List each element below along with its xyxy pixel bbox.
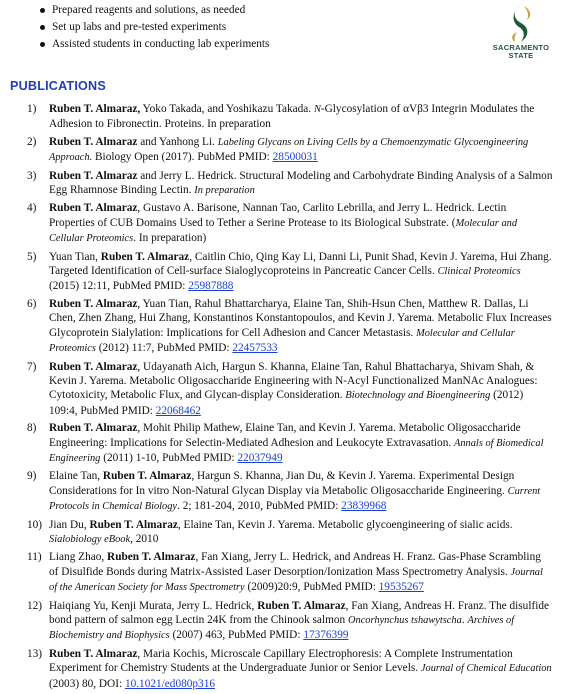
citation-text: Yuan Tian, (49, 250, 101, 263)
italic-text: Biotechnology and Bioengineering (345, 390, 491, 402)
author-highlight: Ruben T. Almaraz (49, 202, 138, 215)
duties-bullet-list (40, 2, 269, 53)
italic-text: Sialobiology eBook (49, 533, 131, 545)
citation-text: Elaine Tan, (49, 470, 103, 483)
publication-number: 2) (27, 135, 37, 148)
author-highlight: Ruben T. Almaraz (107, 551, 196, 564)
citation-text: , Hargun S. Khanna, Jian Du, & Kevin J. Yarema. Experimental Design Considerations for In vitro Non-Natural Glycan Display via Metabolic Oligosaccharide Engineering. (49, 470, 515, 497)
pubmed-link[interactable]: 28500031 (272, 151, 318, 164)
publication-item (0, 169, 561, 199)
citation-text: Jian Du, (49, 518, 90, 531)
hornet-logo-icon (503, 2, 539, 44)
bullet-icon (40, 42, 45, 47)
publication-item (0, 135, 561, 166)
publication-number: 10) (27, 518, 43, 531)
pubmed-link[interactable]: 25987888 (188, 280, 234, 293)
italic-text: Journal of Chemical Education (420, 663, 552, 675)
bullet-item (40, 36, 269, 53)
citation-text: (2012) 109:4, PubMed PMID: (49, 389, 524, 417)
author-highlight: Ruben T. Almaraz, (49, 103, 141, 115)
author-highlight: Ruben T. Almaraz (49, 647, 138, 660)
citation-text: and Jerry L. Hedrick. Structural Modeling and Carbohydrate Binding Analysis of a Salmon Egg Rhamnose Binding Lectin. (49, 169, 553, 197)
author-highlight: Ruben T. Almaraz (49, 422, 138, 435)
citation-text: , Udayanath Aich, Hargun S. Khanna, Elaine Tan, Rahul Bhattacharya, Shivam Shah, & Kevin J. Yarema. Metabolic Oligosaccharide Engineering with N-Acyl Functionalized ManNAc Analogues: Cytotoxicity, Metabolic Flux, and Glycan-display Consideration. (49, 360, 538, 402)
citation-text: . In preparation) (133, 232, 207, 245)
logo-wordmark-line1: SACRAMENTO (492, 43, 550, 52)
publication-number: 6) (27, 297, 37, 310)
publication-item (0, 469, 561, 514)
publication-item (0, 550, 561, 595)
citation-text: , Fan Xiang, Jerry L. Hedrick, and Andreas H. Franz. Gas-Phase Scrambling of Disulfide Bonds during Matrix-Assisted Laser Desorption/Ionization Mass Spectrometry Analysis. (49, 551, 541, 578)
publication-number: 4) (27, 202, 37, 215)
pubmed-link[interactable]: 23839968 (341, 500, 387, 513)
publication-item (0, 201, 561, 246)
publication-item (0, 647, 561, 691)
publication-item (0, 599, 561, 644)
publication-item (0, 250, 561, 294)
pubmed-link[interactable]: 19535267 (378, 581, 424, 594)
author-highlight: Ruben T. Almaraz (49, 360, 138, 373)
citation-text: and Yanhong Li. (137, 135, 218, 148)
citation-text: Biology Open (2017). PubMed PMID: (92, 151, 273, 164)
italic-text: Molecular and Cellular Proteomics (49, 217, 518, 245)
citation-text: (2015) 12:11, PubMed PMID: (49, 280, 189, 293)
publication-number: 8) (27, 422, 37, 435)
citation-text: , Yuan Tian, Rahul Bhattarcharya, Elaine Tan, Shih-Hsun Chen, Matthew R. Dallas, Li Chen, Zhen Zhang, Hui Zhang, Konstantinos Konstantopoulos, and Kevin J. Yarema. Metabolic Flux Increases Glycoprotein Sialylation: Implications for Cell Adhesion and Cancer Metastasis. (49, 297, 552, 339)
publication-item (0, 421, 561, 466)
publication-item (0, 297, 561, 357)
author-highlight: Ruben T. Almaraz (257, 599, 346, 612)
bullet-item (40, 19, 269, 36)
logo-wordmark-line2: STATE (508, 51, 534, 60)
citation-text: , Gustavo A. Barisone, Nannan Tao, Carlito Lebrilla, and Jerry L. Hedrick. Lectin Properties of CUB Domains Used to Tether a Serine Protease to its Biological Substrate. ( (49, 202, 507, 229)
citation-text: (2003) 80, DOI: (49, 677, 125, 690)
publication-number: 13) (27, 647, 43, 660)
author-highlight: Ruben T. Almaraz (102, 470, 192, 483)
pubmed-link[interactable]: 22068462 (155, 404, 201, 417)
citation-text: , Maria Kochis, Microscale Capillary Electrophoresis: A Complete Instrumentation Experiment for Chemistry Students at the Undergraduate Junior or Senior Levels. (49, 647, 513, 675)
sacramento-state-logo (485, 2, 557, 66)
author-highlight: Ruben T. Almaraz (89, 518, 178, 531)
citation-text: , Mohit Philip Mathew, Elaine Tan, and Kevin J. Yarema. Metabolic Oligosaccharide Engineering: Implications for Selectin-Mediated Adhesion and Leukocyte Extravasation. (49, 422, 521, 449)
pubmed-link[interactable]: 10.1021/ed080p316 (124, 677, 215, 690)
publication-number: 12) (27, 599, 43, 612)
publication-number: 5) (27, 250, 37, 263)
italic-text: Current Protocols in Chemical Biology (49, 485, 541, 513)
publication-number: 9) (27, 470, 37, 483)
citation-text: Haiqiang Yu, Kenji Murata, Jerry L. Hedrick, (49, 599, 258, 612)
citation-text: Liang Zhao, (49, 551, 108, 564)
citation-text: , Fan Xiang, Andreas H. Franz. The disulfide bond pattern of salmon egg Lectin 24K from the Chinook salmon (49, 599, 550, 626)
publication-item (0, 360, 561, 419)
citation-text: -Glycosylation of αVβ3 Integrin Modulates the Adhesion to Fibronectin. Proteins. In preparation (49, 103, 535, 131)
pubmed-link[interactable]: 22037949 (237, 451, 283, 464)
bullet-icon (40, 8, 45, 13)
citation-text: (2012) 11:7, PubMed PMID: (95, 342, 233, 355)
citation-text: (2009)20:9, PubMed PMID: (244, 581, 379, 594)
bullet-item (40, 2, 269, 19)
citation-text: . (461, 614, 468, 626)
publication-item (0, 518, 561, 548)
publication-item (0, 102, 561, 132)
pubmed-link[interactable]: 22457533 (232, 342, 278, 355)
publication-number: 7) (27, 360, 37, 373)
citation-text: . 2; 181-204, 2010, PubMed PMID: (177, 500, 342, 513)
bullet-text: Prepared reagents and solutions, as needed (52, 4, 246, 16)
author-highlight: Ruben T. Almaraz (49, 135, 138, 148)
italic-text: Labeling Glycans on Living Cells by a Chemoenzymatic Glycoengineering Approach. (49, 136, 529, 164)
publication-number: 1) (27, 103, 37, 115)
citation-text: Yoko Takada, and Yoshikazu Takada. (140, 103, 314, 115)
italic-text: Molecular and Cellular Proteomics (49, 327, 515, 355)
citation-text: , 2010 (130, 532, 159, 545)
bullet-icon (40, 25, 45, 30)
italic-text: Annals of Biomedical Engineering (49, 437, 544, 464)
italic-text: N (313, 104, 321, 115)
author-highlight: Ruben T. Almaraz (49, 297, 138, 310)
author-highlight: Ruben T. Almaraz (49, 169, 138, 182)
citation-text: , Caitlin Chio, Qing Kay Li, Danni Li, Punit Shad, Kevin J. Yarema, Hui Zhang. Targeted Identification of Cell-surface Sialoglycoproteins in Pancreatic Cancer Cells. (49, 250, 552, 278)
citation-text: (2011) 1-10, PubMed PMID: (100, 451, 238, 464)
citation-text: (2007) 463, PubMed PMID: (169, 629, 304, 642)
italic-text: Oncorhynchus tshawytscha (348, 615, 462, 626)
italic-text: In preparation (194, 185, 255, 197)
publications-list (0, 102, 561, 694)
author-highlight: Ruben T. Almaraz (100, 250, 190, 263)
bullet-text: Set up labs and pre-tested experiments (52, 21, 227, 33)
italic-text: Clinical Proteomics (437, 266, 521, 278)
citation-text: , Elaine Tan, Kevin J. Yarema. Metabolic glycoengineering of sialic acids. (177, 518, 513, 531)
bullet-text: Assisted students in conducting lab experiments (52, 38, 270, 50)
italic-text: Archives of Biochemistry and Biophysics (49, 615, 515, 642)
pubmed-link[interactable]: 17376399 (303, 629, 349, 642)
publications-heading: PUBLICATIONS (10, 79, 106, 93)
italic-text: Journal of the American Society for Mass Spectrometry (49, 566, 543, 594)
publication-number: 3) (27, 169, 37, 182)
publication-number: 11) (27, 551, 42, 564)
